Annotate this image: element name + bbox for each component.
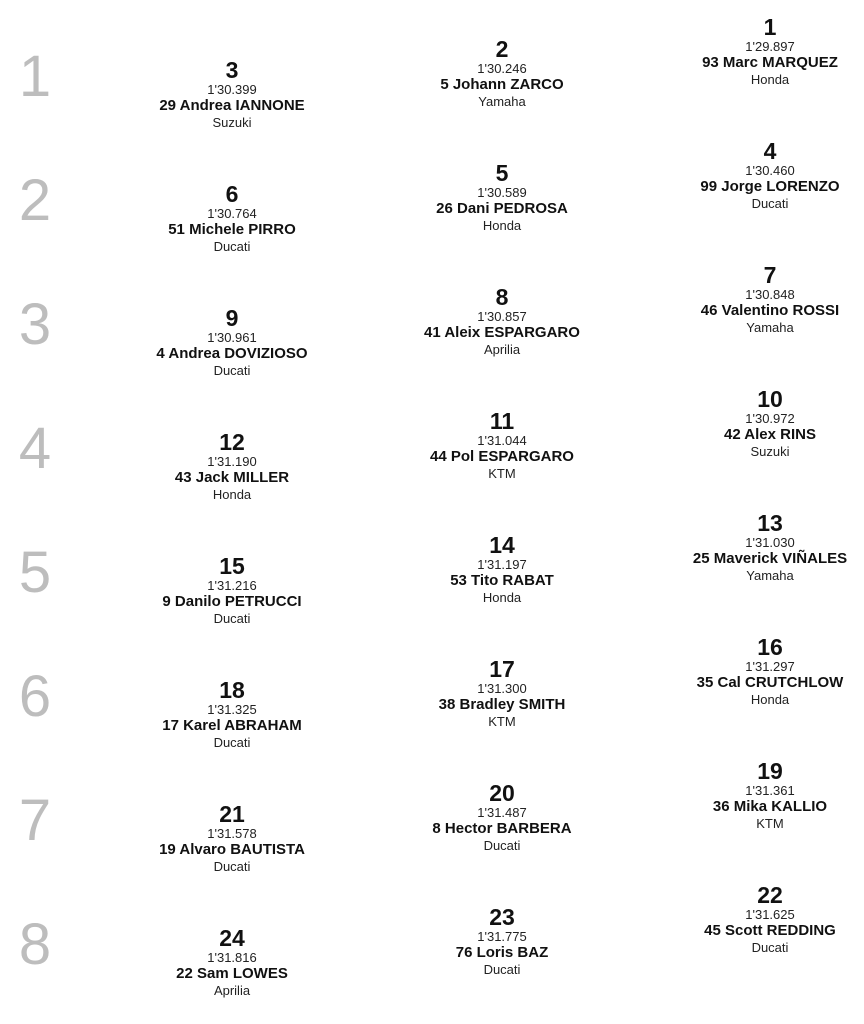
lap-time: 1'31.578 [207,826,257,841]
lap-time: 1'31.487 [477,805,527,820]
grid-slot [112,430,352,503]
grid-position: 12 [219,429,245,455]
grid-slot [112,926,352,999]
team-name: Ducati [483,962,521,977]
rider-name: 9 Danilo PETRUCCI [162,593,302,610]
grid-position: 9 [225,305,239,331]
rider-name: 43 Jack MILLER [174,469,290,486]
rider-name: 93 Marc MARQUEZ [702,54,838,71]
grid-slot [112,306,352,379]
grid-position: 14 [489,532,515,558]
rider-name: 51 Michele PIRRO [168,221,296,238]
grid-position: 20 [489,780,515,806]
lap-time: 1'31.625 [745,907,795,922]
team-name: Aprilia [483,342,521,357]
grid-position: 4 [763,138,777,164]
team-name: Yamaha [746,568,794,583]
grid-slot [382,657,622,730]
grid-slot [112,554,352,627]
grid-position: 1 [763,14,777,40]
lap-time: 1'31.816 [207,950,257,965]
lap-time: 1'30.848 [745,287,795,302]
team-name: Yamaha [478,94,526,109]
lap-time: 1'30.589 [477,185,527,200]
grid-slot [382,905,622,978]
grid-row-number: 5 [18,540,52,605]
grid-slot [382,409,622,482]
lap-time: 1'31.300 [477,681,527,696]
lap-time: 1'31.775 [477,929,527,944]
lap-time: 1'30.764 [207,206,257,221]
grid-slot [382,533,622,606]
grid-slot [112,182,352,255]
lap-time: 1'30.972 [745,411,795,426]
team-name: Honda [482,590,522,605]
lap-time: 1'31.190 [207,454,257,469]
grid-slot [112,802,352,875]
grid-row-number: 7 [18,788,52,853]
team-name: Honda [212,487,252,502]
lap-time: 1'31.361 [745,783,795,798]
grid-slot [112,678,352,751]
grid-slot [650,883,864,956]
rider-name: 46 Valentino ROSSI [700,302,840,319]
lap-time: 1'30.246 [477,61,527,76]
rider-name: 45 Scott REDDING [704,922,836,939]
grid-slot [650,511,864,584]
lap-time: 1'31.297 [745,659,795,674]
rider-name: 19 Alvaro BAUTISTA [159,841,305,858]
team-name: KTM [756,816,784,831]
grid-position: 21 [219,801,245,827]
grid-position: 15 [219,553,245,579]
grid-position: 22 [757,882,783,908]
grid-slot [382,285,622,358]
rider-name: 17 Karel ABRAHAM [162,717,302,734]
rider-name: 8 Hector BARBERA [432,820,572,837]
team-name: Ducati [213,735,251,750]
grid-position: 17 [489,656,515,682]
grid-position: 2 [495,36,509,62]
rider-name: 42 Alex RINS [724,426,816,443]
grid-position: 16 [757,634,783,660]
lap-time: 1'30.961 [207,330,257,345]
team-name: KTM [488,466,516,481]
team-name: Suzuki [212,115,252,130]
rider-name: 25 Maverick VIÑALES [692,550,848,567]
rider-name: 44 Pol ESPARGARO [430,448,574,465]
team-name: Ducati [213,611,251,626]
grid-row-number: 4 [18,416,52,481]
team-name: Yamaha [746,320,794,335]
rider-name: 29 Andrea IANNONE [159,97,305,114]
grid-slot [650,635,864,708]
grid-position: 10 [757,386,783,412]
grid-position: 3 [225,57,239,83]
rider-name: 76 Loris BAZ [455,944,549,961]
rider-name: 38 Bradley SMITH [438,696,566,713]
grid-row-number: 3 [18,292,52,357]
team-name: Ducati [483,838,521,853]
team-name: Ducati [213,363,251,378]
team-name: Suzuki [750,444,790,459]
lap-time: 1'31.044 [477,433,527,448]
team-name: Honda [482,218,522,233]
team-name: KTM [488,714,516,729]
grid-row-number: 2 [18,168,52,233]
lap-time: 1'31.325 [207,702,257,717]
grid-position: 11 [489,408,515,434]
team-name: Honda [750,692,790,707]
lap-time: 1'31.216 [207,578,257,593]
grid-row-number: 6 [18,664,52,729]
grid-slot [650,139,864,212]
grid-row-number: 1 [18,44,52,109]
team-name: Ducati [213,859,251,874]
team-name: Honda [750,72,790,87]
grid-slot [650,387,864,460]
lap-time: 1'29.897 [745,39,795,54]
rider-name: 4 Andrea DOVIZIOSO [156,345,308,362]
rider-name: 36 Mika KALLIO [712,798,828,815]
grid-position: 13 [757,510,783,536]
grid-slot [382,161,622,234]
lap-time: 1'30.399 [207,82,257,97]
lap-time: 1'30.857 [477,309,527,324]
grid-position: 5 [495,160,509,186]
lap-time: 1'30.460 [745,163,795,178]
grid-slot [112,58,352,131]
team-name: Aprilia [213,983,251,998]
grid-position: 8 [495,284,509,310]
grid-position: 23 [489,904,515,930]
grid-slot [650,263,864,336]
grid-slot [382,37,622,110]
grid-position: 6 [225,181,239,207]
grid-slot [382,781,622,854]
rider-name: 41 Aleix ESPARGARO [424,324,580,341]
lap-time: 1'31.030 [745,535,795,550]
grid-slot [650,759,864,832]
team-name: Ducati [213,239,251,254]
rider-name: 53 Tito RABAT [450,572,554,589]
rider-name: 22 Sam LOWES [176,965,288,982]
grid-position: 7 [763,262,777,288]
team-name: Ducati [751,940,789,955]
grid-position: 19 [757,758,783,784]
grid-position: 24 [219,925,245,951]
grid-row-number: 8 [18,912,52,977]
rider-name: 99 Jorge LORENZO [700,178,840,195]
rider-name: 26 Dani PEDROSA [436,200,568,217]
rider-name: 35 Cal CRUTCHLOW [696,674,844,691]
rider-name: 5 Johann ZARCO [440,76,564,93]
grid-position: 18 [219,677,245,703]
grid-slot [650,15,864,88]
lap-time: 1'31.197 [477,557,527,572]
team-name: Ducati [751,196,789,211]
